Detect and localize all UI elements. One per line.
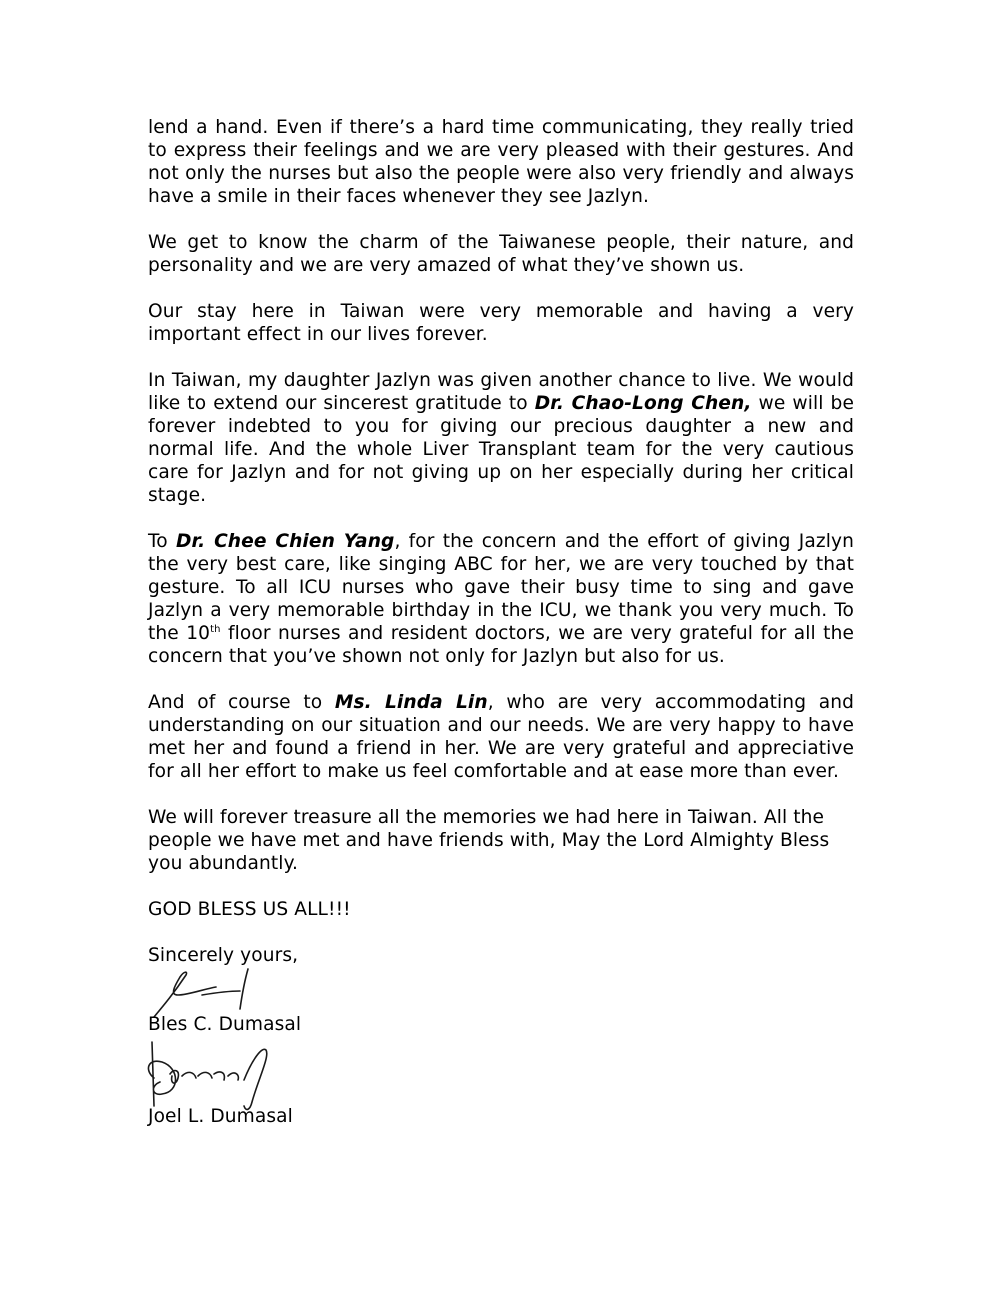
signature-block-2 xyxy=(148,1036,854,1128)
paragraph-6-text-end: , who are very accommodating and understanding on our situation and our needs. We are very happy to have met her and found a friend in her. We are very grateful and appreciative for all her effort to make us feel comfortable and at ease more than ever. xyxy=(148,692,854,782)
signer-1-name: Bles C. Dumasal xyxy=(148,1014,302,1035)
doctor-name-yang: Dr. Chee Chien Yang xyxy=(175,531,395,552)
paragraph-4 xyxy=(148,369,854,507)
paragraph-3: Our stay here in Taiwan were very memorable and having a very important effect in our lives forever. xyxy=(148,301,854,345)
paragraph-4-text: In Taiwan, my daughter Jazlyn was given another chance to live. We would like to extend our sincerest gratitude to xyxy=(148,370,854,414)
ordinal-suffix: th xyxy=(210,623,221,635)
paragraph-6-text: And of course to xyxy=(148,692,335,713)
paragraph-7: We will forever treasure all the memories we had here in Taiwan. All the people we have met and have friends with, May the Lord Almighty Bless you abundantly. xyxy=(148,807,830,874)
paragraph-2: We get to know the charm of the Taiwanese people, their nature, and personality and we are very amazed of what they’ve shown us. xyxy=(148,232,854,276)
person-name-lin: Ms. Linda Lin xyxy=(334,692,488,713)
paragraph-5-text-middle: , for the concern and the effort of giving Jazlyn the very best care, like singing ABC for her, we are very touched by that gesture. To all ICU nurses who gave their busy time to sing and gave Jazlyn a very memorable birthday in the ICU, we thank you very much. To the 10 xyxy=(148,531,854,644)
letter-body xyxy=(148,116,854,1128)
paragraph-6 xyxy=(148,691,854,783)
closing-line: Sincerely yours, xyxy=(148,945,299,966)
paragraph-1: lend a hand. Even if there’s a hard time communicating, they really tried to express their feelings and we are very pleased with their gestures. And not only the nurses but also the people were also very friendly and always have a smile in their faces whenever they see Jazlyn. xyxy=(148,117,854,207)
paragraph-4-text-end: we will be forever indebted to you for giving our precious daughter a new and normal life. And the whole Liver Transplant team for the very cautious care for Jazlyn and for not giving up on her especially during her critical stage. xyxy=(148,393,854,506)
doctor-name-chen: Dr. Chao-Long Chen, xyxy=(534,393,752,414)
signer-2-name: Joel L. Dumasal xyxy=(148,1106,293,1127)
paragraph-5-text: To xyxy=(148,531,176,552)
paragraph-5-text-end: floor nurses and resident doctors, we are very grateful for all the concern that you’ve shown not only for Jazlyn but also for us. xyxy=(148,623,855,667)
blessing-line: GOD BLESS US ALL!!! xyxy=(148,899,351,920)
paragraph-5 xyxy=(148,530,854,668)
signature-block-1 xyxy=(148,967,854,1036)
